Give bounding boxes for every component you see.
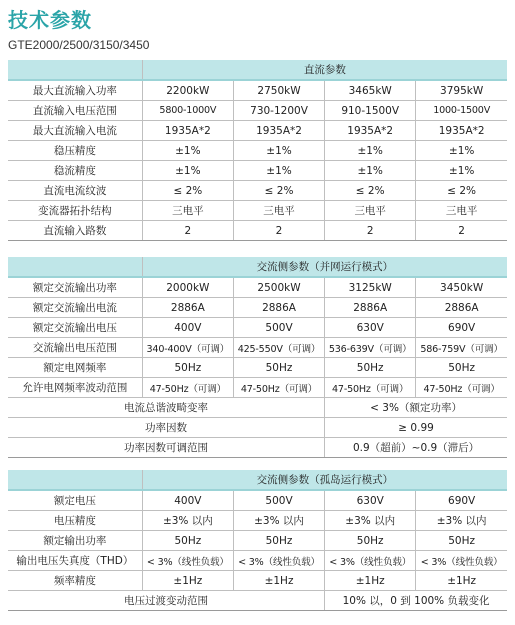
value-cell: 50Hz xyxy=(233,531,324,551)
value-cell: 400V xyxy=(142,490,233,511)
row-label: 功率因数可调范围 xyxy=(8,438,325,458)
table-row xyxy=(8,201,507,221)
value-cell: ±1Hz xyxy=(416,571,507,591)
row-label: 稳流精度 xyxy=(8,161,142,181)
value-cell: < 3%（线性负载） xyxy=(142,551,233,571)
value-cell: ≤ 2% xyxy=(416,181,507,201)
value-cell: 47-50Hz（可调） xyxy=(416,378,507,398)
value-cell: 630V xyxy=(325,318,416,338)
value-cell: ±3% 以内 xyxy=(325,511,416,531)
table-row xyxy=(8,141,507,161)
model-subtitle: GTE2000/2500/3150/3450 xyxy=(8,38,150,52)
value-cell: 3125kW xyxy=(325,277,416,298)
value-cell: 2200kW xyxy=(142,80,233,101)
value-cell: 400V xyxy=(142,318,233,338)
table-row xyxy=(8,318,507,338)
table-row xyxy=(8,101,507,121)
table-row-merged xyxy=(8,418,507,438)
value-cell: 2 xyxy=(233,221,324,241)
table-row xyxy=(8,571,507,591)
value-cell: 50Hz xyxy=(416,358,507,378)
value-cell: ≤ 2% xyxy=(233,181,324,201)
value-cell: 50Hz xyxy=(325,531,416,551)
row-label: 稳压精度 xyxy=(8,141,142,161)
table-row xyxy=(8,511,507,531)
table-row xyxy=(8,551,507,571)
row-label: 电流总谐波畸变率 xyxy=(8,398,325,418)
ac-island-header: 交流侧参数（孤岛运行模式） xyxy=(142,470,507,490)
value-cell: 3795kW xyxy=(416,80,507,101)
table-row-merged xyxy=(8,438,507,458)
row-label: 直流输入电压范围 xyxy=(8,101,142,121)
table-row xyxy=(8,358,507,378)
value-cell: 910-1500V xyxy=(325,101,416,121)
table-row xyxy=(8,298,507,318)
dc-parameters-table xyxy=(8,60,507,241)
value-cell: ±1% xyxy=(142,141,233,161)
value-cell: 2750kW xyxy=(233,80,324,101)
row-label: 直流电流纹波 xyxy=(8,181,142,201)
value-cell: 2886A xyxy=(233,298,324,318)
ac-grid-header-row xyxy=(8,257,507,277)
row-label: 直流输入路数 xyxy=(8,221,142,241)
value-cell: 2886A xyxy=(325,298,416,318)
value-cell: 1935A*2 xyxy=(142,121,233,141)
value-cell: 730-1200V xyxy=(233,101,324,121)
ac-island-header-blank xyxy=(8,470,142,490)
table-row xyxy=(8,161,507,181)
ac-grid-parameters-table xyxy=(8,257,507,458)
value-cell: 690V xyxy=(416,318,507,338)
dc-header-blank xyxy=(8,60,142,80)
value-cell: 630V xyxy=(325,490,416,511)
value-cell: ±1% xyxy=(416,141,507,161)
value-cell: 425-550V（可调） xyxy=(233,338,324,358)
value-cell: 50Hz xyxy=(142,358,233,378)
value-cell: ±1% xyxy=(142,161,233,181)
row-label: 频率精度 xyxy=(8,571,142,591)
table-row xyxy=(8,221,507,241)
row-label: 额定电压 xyxy=(8,490,142,511)
value-cell: 690V xyxy=(416,490,507,511)
value-cell: 三电平 xyxy=(233,201,324,221)
table-row xyxy=(8,181,507,201)
value-cell: 340-400V（可调） xyxy=(142,338,233,358)
ac-grid-rows xyxy=(8,277,507,458)
row-label: 允许电网频率波动范围 xyxy=(8,378,142,398)
value-cell: 3465kW xyxy=(325,80,416,101)
value-cell: ±1% xyxy=(233,141,324,161)
value-cell: < 3%（线性负载） xyxy=(325,551,416,571)
value-cell: 2 xyxy=(142,221,233,241)
value-cell: ±1Hz xyxy=(325,571,416,591)
value-cell: 47-50Hz（可调） xyxy=(142,378,233,398)
table-row xyxy=(8,338,507,358)
value-cell: 2 xyxy=(325,221,416,241)
table-row-merged xyxy=(8,398,507,418)
value-cell: 50Hz xyxy=(142,531,233,551)
merged-value-cell: ≥ 0.99 xyxy=(325,418,507,438)
value-cell: ±3% 以内 xyxy=(416,511,507,531)
row-label: 额定交流输出电流 xyxy=(8,298,142,318)
page-title: 技术参数 xyxy=(8,8,92,32)
dc-header: 直流参数 xyxy=(142,60,507,80)
row-label: 交流输出电压范围 xyxy=(8,338,142,358)
value-cell: 1935A*2 xyxy=(325,121,416,141)
value-cell: ±3% 以内 xyxy=(142,511,233,531)
value-cell: 586-759V（可调） xyxy=(416,338,507,358)
row-label: 电压精度 xyxy=(8,511,142,531)
merged-value-cell: 0.9（超前）~0.9（滞后） xyxy=(325,438,507,458)
value-cell: ≤ 2% xyxy=(325,181,416,201)
value-cell: 三电平 xyxy=(416,201,507,221)
row-label: 额定交流输出电压 xyxy=(8,318,142,338)
row-label: 额定输出功率 xyxy=(8,531,142,551)
value-cell: < 3%（线性负载） xyxy=(233,551,324,571)
value-cell: 3450kW xyxy=(416,277,507,298)
merged-value-cell: < 3%（额定功率） xyxy=(325,398,507,418)
value-cell: 47-50Hz（可调） xyxy=(325,378,416,398)
value-cell: ±3% 以内 xyxy=(233,511,324,531)
value-cell: 1000-1500V xyxy=(416,101,507,121)
value-cell: 536-639V（可调） xyxy=(325,338,416,358)
table-row xyxy=(8,277,507,298)
value-cell: 2886A xyxy=(416,298,507,318)
value-cell: ±1% xyxy=(325,141,416,161)
value-cell: 5800-1000V xyxy=(142,101,233,121)
value-cell: 三电平 xyxy=(142,201,233,221)
value-cell: < 3%（线性负载） xyxy=(416,551,507,571)
dc-header-row xyxy=(8,60,507,80)
value-cell: ≤ 2% xyxy=(142,181,233,201)
value-cell: 50Hz xyxy=(233,358,324,378)
value-cell: 500V xyxy=(233,318,324,338)
value-cell: 三电平 xyxy=(325,201,416,221)
row-label: 最大直流输入电流 xyxy=(8,121,142,141)
value-cell: ±1% xyxy=(233,161,324,181)
value-cell: 2500kW xyxy=(233,277,324,298)
value-cell: 2 xyxy=(416,221,507,241)
value-cell: 1935A*2 xyxy=(233,121,324,141)
ac-island-parameters-table xyxy=(8,470,507,611)
ac-grid-header: 交流侧参数（并网运行模式） xyxy=(142,257,507,277)
value-cell: ±1Hz xyxy=(142,571,233,591)
merged-value-cell: 10% 以，0 到 100% 负载变化 xyxy=(325,591,507,611)
row-label: 电压过渡变动范围 xyxy=(8,591,325,611)
row-label: 最大直流输入功率 xyxy=(8,80,142,101)
ac-island-header-row xyxy=(8,470,507,490)
value-cell: 1935A*2 xyxy=(416,121,507,141)
row-label: 额定交流输出功率 xyxy=(8,277,142,298)
value-cell: 2000kW xyxy=(142,277,233,298)
value-cell: 50Hz xyxy=(416,531,507,551)
value-cell: 500V xyxy=(233,490,324,511)
row-label: 输出电压失真度（THD） xyxy=(8,551,142,571)
row-label: 额定电网频率 xyxy=(8,358,142,378)
table-row xyxy=(8,490,507,511)
row-label: 变流器拓扑结构 xyxy=(8,201,142,221)
value-cell: ±1Hz xyxy=(233,571,324,591)
value-cell: ±1% xyxy=(325,161,416,181)
value-cell: 50Hz xyxy=(325,358,416,378)
table-row xyxy=(8,378,507,398)
ac-island-rows xyxy=(8,490,507,611)
value-cell: ±1% xyxy=(416,161,507,181)
table-row xyxy=(8,80,507,101)
table-row xyxy=(8,121,507,141)
table-row-merged xyxy=(8,591,507,611)
ac-grid-header-blank xyxy=(8,257,142,277)
table-row xyxy=(8,531,507,551)
value-cell: 2886A xyxy=(142,298,233,318)
value-cell: 47-50Hz（可调） xyxy=(233,378,324,398)
row-label: 功率因数 xyxy=(8,418,325,438)
dc-rows xyxy=(8,80,507,241)
